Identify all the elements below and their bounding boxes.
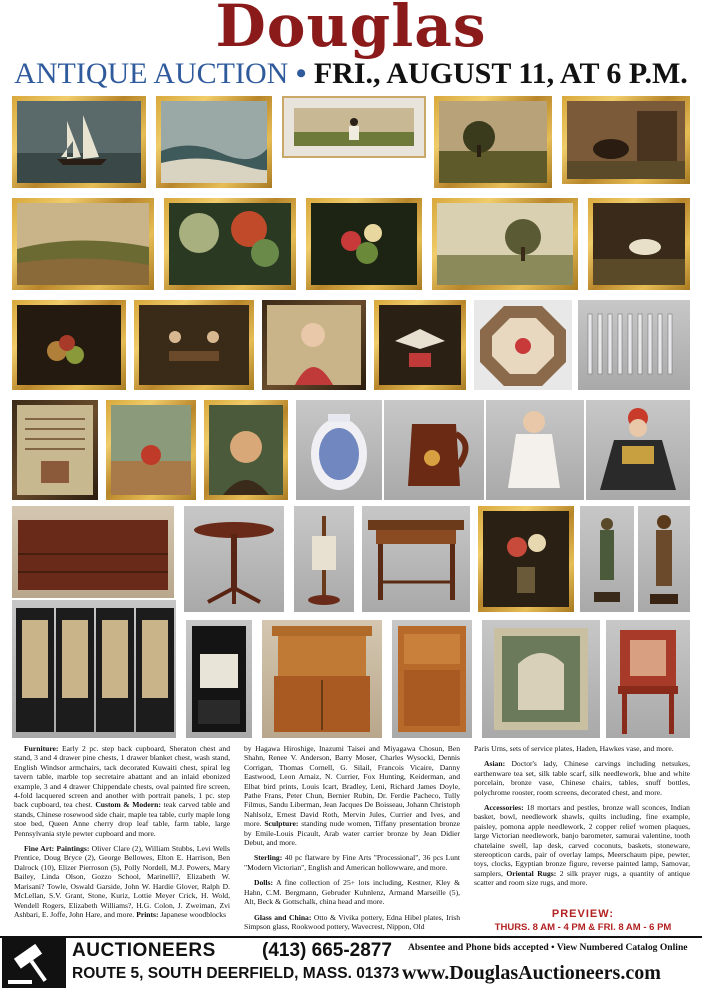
fine-art-text: Oliver Clare (2), William Stubbs, Levi Wells Prentice, Doug Bryce (2), George Bellowes, Elton E. Harrison, Ben Dalrock (10), Elizer Pierroson (5), Polly Nordell, M.J. Powers, Mary Bailey, Linda Olson, Gozzo School, Marinelli?, Elizabeth W. Marisani? Towle, Oswald Garside, John W. Hardie Glover, Ralph D. McLellan, S.V. Grant, Stone, Kuriz, Lottie Meyer Crick, H. Wold, Wendell Rogers, Elizabeth Williams?, H.G. Colon, J. Zweiman, Zvi Ashbari, E. Joffe, John Hare, and more.: [14, 844, 230, 919]
headline-separator: •: [295, 57, 307, 90]
photo-painting-still-life-fruit: [12, 300, 126, 390]
asian-text: Doctor's lady, Chinese carvings including netsukes, earthenware tea set, silk table scarf, silk needlework, blue and white porcelain, bronze vase, Chinese chairs, tables, snuff bottles, polychrome rooster, room screens, decorated chest, and more.: [474, 759, 690, 797]
accessories-text: 18 mortars and pestles, bronze wall sconces, Indian basket, bowl, needlework shawls, quilts including, fine example, paisley, pomona apple needlework, 2 copper relief women plaques, large Victorian needlework, banjo barometer, samurai valentine, tooth chatelaine swell, lap desk, carved coconuts, baskets, stoneware, stereopticon cards, pair of overlay lamps, Meerschaum pipe, pewter, toys, clocks, Egyptian bronze figure, reverse painted lamp, Samovar, samplers,: [474, 803, 690, 878]
website-link[interactable]: www.DouglasAuctioneers.com: [402, 962, 661, 984]
sterling-text: 40 pc flatware by Fine Arts "Processional", 36 pcs Lunt "Modern Victorian", English and American hollowware, and more.: [244, 853, 460, 872]
furniture-heading: Furniture:: [24, 744, 59, 753]
photo-painting-valley: [12, 198, 154, 290]
bronze-soldier-icon: [638, 506, 690, 612]
river-painting-icon: [437, 203, 573, 285]
headline-date: FRI., AUGUST 11, AT 6 P.M.: [313, 57, 688, 90]
photo-painting-card-players: [134, 300, 254, 390]
ginger-jar-icon: [296, 400, 382, 500]
catalog-column-3: [474, 744, 690, 904]
valley-painting-icon: [17, 203, 149, 285]
floral-vase-painting-icon: [483, 511, 569, 607]
photo-tilt-top-table: [184, 506, 284, 612]
eagle-icon: [379, 305, 461, 385]
costume-doll-icon: [586, 400, 690, 500]
glass-china-heading: Glass and China:: [254, 912, 312, 922]
portrait-icon: [267, 305, 361, 385]
octagon-valentine-icon: [474, 300, 572, 390]
photo-painting-old-man: [204, 400, 288, 500]
photo-painting-farm-animals: [562, 96, 690, 184]
sculpture-heading: Sculpture:: [264, 819, 299, 829]
photo-painting-hunt: [106, 400, 196, 500]
folding-screen-icon: [12, 600, 176, 738]
asian-heading: Asian:: [484, 759, 506, 769]
company-name: AUCTIONEERS: [72, 940, 216, 961]
photo-pottery-pitcher: [384, 400, 484, 500]
glass-china-text: Otto & Vivika pottery, Edna Hibel plates, Irish Simpson glass, Rookwood pottery, Wavecrest, Nippon, Old: [244, 912, 460, 931]
secretaire-icon: [186, 620, 252, 738]
photo-painting-portrait-woman: [262, 300, 366, 390]
cabinet-icon: [392, 620, 472, 738]
chest-icon: [12, 506, 174, 598]
cattle-painting-icon: [593, 203, 685, 285]
ship-painting-icon: [17, 101, 141, 183]
sculpture-text: standing nude women, Tiffany presentation bronze by Emile-Louis Picault, Arab water carrier bronze by Jean Didier Debut, and more.: [244, 819, 460, 848]
seascape-painting-icon: [161, 101, 267, 183]
catalog-column-2: [244, 744, 460, 936]
auction-headline: [0, 56, 702, 92]
photo-pine-cupboard: [262, 620, 382, 738]
photo-burl-cabinet: [392, 620, 472, 738]
photo-sterling-flatware: [578, 300, 690, 390]
headline-antique-auction: ANTIQUE AUCTION: [14, 57, 289, 90]
photo-doll-white-dress: [486, 400, 584, 500]
dolls-heading: Dolls:: [254, 878, 273, 888]
fruit-painting-icon: [17, 305, 121, 385]
bronze-figure-icon: [580, 506, 634, 612]
card-players-icon: [139, 305, 249, 385]
photo-painting-forest: [164, 198, 296, 290]
tea-table-icon: [184, 506, 284, 612]
custom-modern-heading: Custom & Modern:: [95, 800, 161, 810]
pitcher-icon: [384, 400, 484, 500]
sterling-heading: Sterling:: [254, 853, 283, 863]
flatware-icon: [578, 300, 690, 390]
photo-sampler: [12, 400, 98, 500]
figure-painting-icon: [294, 108, 414, 146]
fine-art-heading: Fine Art: Paintings:: [24, 844, 90, 854]
phone-number[interactable]: (413) 665-2877: [262, 940, 392, 961]
glass-china-continued-text: Paris Urns, sets of service plates, Haden, Hawkes vase, and more.: [474, 744, 674, 753]
photo-painting-tree-river: [432, 198, 578, 290]
photo-painting-seascape: [156, 96, 272, 188]
photo-tack-decorated-chest: [12, 506, 174, 598]
candle-stand-icon: [294, 506, 354, 612]
gavel-logo: [2, 938, 66, 988]
photo-tavern-table: [362, 506, 470, 612]
accessories-heading: Accessories:: [484, 803, 524, 813]
custom-modern-text: teak carved table and stands, Chinese rosewood side chair, maple tea table, curly maple long stoe bed, Queen Anne cherry drop leaf table, farm table, large Pennsylvania style pewter cupboard and more.: [14, 800, 230, 838]
furniture-text: Early 2 pc. step back cupboard, Sheraton chest and stand, 3 and 4 drawer pine chests, 1 drawer blanket chest, wash stand, English Windsor armchairs, tack decorated Kuwaiti chest, spiral leg tavern table, marble top secretaire abattant and an inlaid ebonized example, 3 and 4 drawer Chippendale chests, oval painted fire screen, 4-fold lacquered screen and another with portrait panels, 1 pc. step back cupboard, tea chest.: [14, 744, 230, 810]
photo-lacquered-screen: [12, 600, 176, 738]
photo-candle-stand: [294, 506, 354, 612]
footer-divider: [0, 936, 702, 938]
photo-silk-prayer-rug: [482, 620, 600, 738]
photo-painting-ship: [12, 96, 146, 188]
photo-sailors-valentine: [474, 300, 572, 390]
photo-bronze-soldier: [638, 506, 690, 612]
oriental-rugs-heading: Oriental Rugs:: [506, 868, 557, 878]
forest-painting-icon: [169, 203, 291, 285]
cupboard-icon: [262, 620, 382, 738]
dolls-text: A fine collection of 25+ lots including, Kestner, Kley & Hahn, C.M. Bergmann, Gebruder Kuhnlenz, Armand Marseille (5), Alt, Beck & Gottschalk, china head and more.: [244, 878, 460, 907]
flower-painting-icon: [311, 203, 417, 285]
photo-chinese-chair: [606, 620, 690, 738]
old-man-portrait-icon: [209, 405, 283, 495]
photo-painting-floral-vase: [478, 506, 574, 612]
photo-blue-white-jar: [296, 400, 382, 500]
preview-schedule: [476, 908, 690, 933]
photo-painting-floral: [306, 198, 422, 290]
tavern-table-icon: [362, 506, 470, 612]
preview-dates: THURS. 8 AM - 4 PM & FRI. 8 AM - 6 PM: [494, 922, 672, 933]
sampler-icon: [17, 405, 93, 495]
photo-painting-cattle: [588, 198, 690, 290]
farm-painting-icon: [567, 101, 685, 179]
doll-icon: [486, 400, 584, 500]
catalog-column-1: [14, 744, 230, 936]
photo-marble-top-secretaire: [186, 620, 252, 738]
photo-painting-figure: [282, 96, 426, 158]
gavel-icon: [2, 938, 66, 988]
photo-painting-landscape-tree: [434, 96, 552, 188]
photo-doll-costume: [586, 400, 690, 500]
absentee-bids-note: Absentee and Phone bids accepted • View Numbered Catalog Online: [408, 942, 688, 953]
photo-bronze-water-carrier: [580, 506, 634, 612]
hunt-painting-icon: [111, 405, 191, 495]
tree-landscape-icon: [439, 101, 547, 183]
brand-title: Douglas: [215, 0, 487, 60]
company-address: ROUTE 5, SOUTH DEERFIELD, MASS. 01373: [72, 965, 400, 982]
oriental-rugs-text: 2 silk prayer rugs, a quantity of antique scatter and room size rugs, and more.: [474, 868, 690, 888]
prints-text: Japanese woodblocks: [160, 909, 227, 919]
preview-title: PREVIEW:: [551, 908, 615, 920]
chinese-chair-icon: [606, 620, 690, 738]
prints-heading: Prints:: [136, 909, 159, 919]
rug-icon: [482, 620, 600, 738]
photo-eagle-needlework: [374, 300, 466, 390]
prints-continued-text: by Hagawa Hiroshige, Inazumi Taisei and Miyagawa Chosun, Ben Shahn, Renee V. Anderson, Barry Moser, Charles Wysocki, Dennis Corrigan, Thomas Cornell, G. Silail, Francois Vicaire, Danny Eastwood, Leon Arnaiz, N. Currier, Fox Hunting, Keiderman, and Elbat bird prints, Louis Icart, Bradley, Leni, Richard James Doyle, Pathe Frans, Peter Chun, Bernier Rubin, Dr. Ferdie Pacheco, Tully Filmus, Sandu Liberman, Jean Jacques De Boisseau, Johann Christoph Nahlsolz, Ernest David Roth, Mervin Jules, Currier and Ives, and more.: [244, 744, 460, 829]
